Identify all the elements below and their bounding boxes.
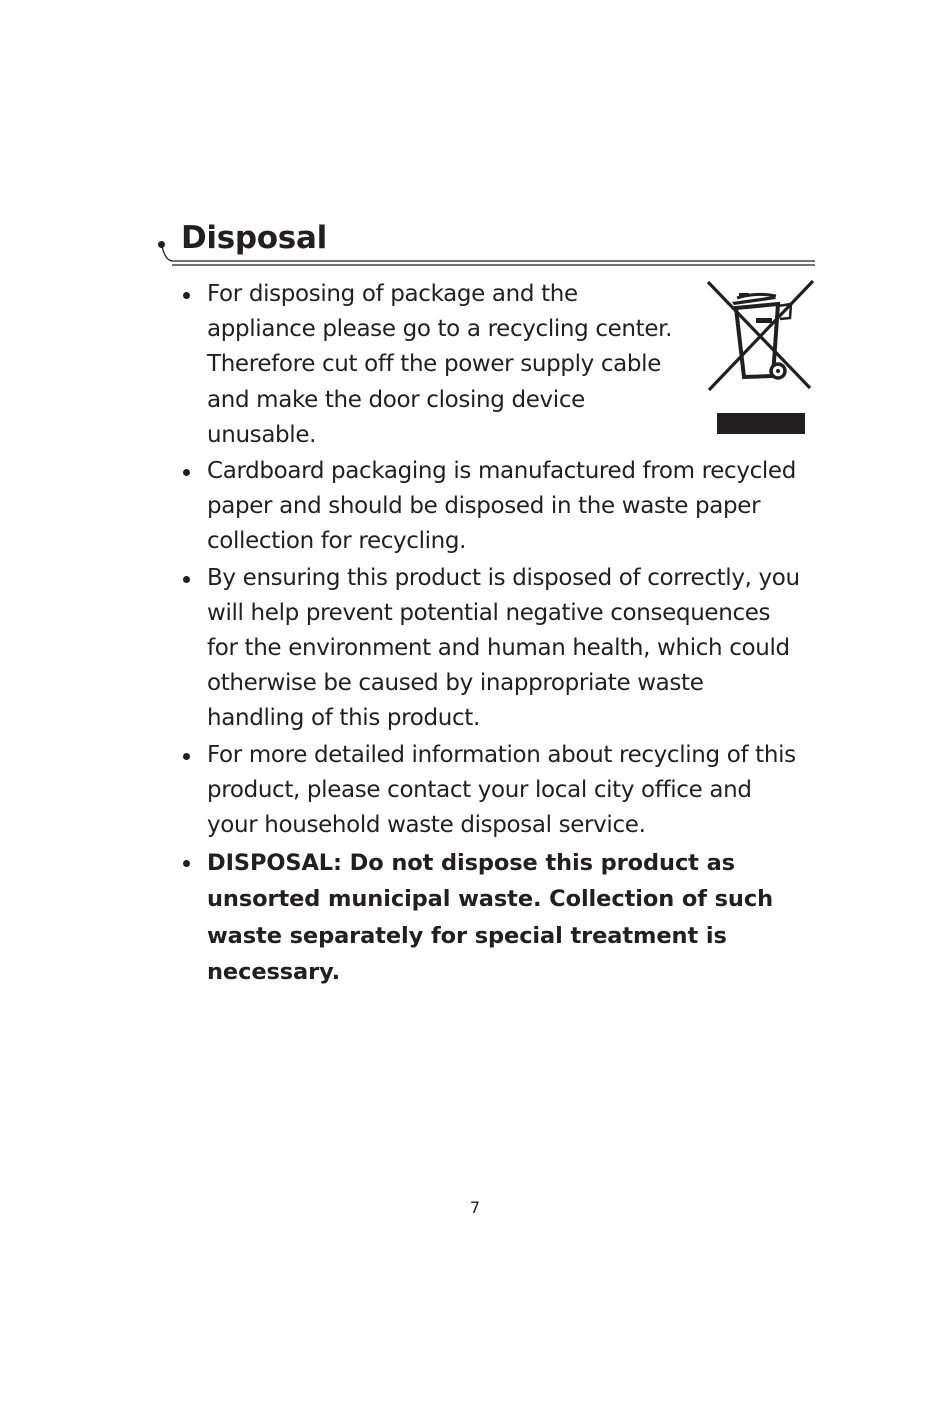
warning-list-item bbox=[183, 845, 833, 990]
warning-text: DISPOSAL: Do not dispose this product as unsorted municipal waste. Collection of such waste separately for special treatment is necessary. bbox=[207, 850, 773, 985]
disposal-list bbox=[183, 277, 833, 991]
list-item bbox=[183, 738, 833, 844]
page-title: Disposal bbox=[181, 220, 327, 256]
bullet-icon bbox=[183, 292, 190, 299]
list-item bbox=[183, 454, 833, 560]
list-item-text: By ensuring this product is disposed of correctly, you will help prevent potential negative consequences for the environment and human health, which could otherwise be caused by inappropriate waste handling of this product. bbox=[207, 564, 800, 732]
bullet-icon bbox=[183, 753, 190, 760]
list-item-text: For disposing of package and the appliance please go to a recycling center. Therefore cut off the power supply cable and make the door closing device unusable. bbox=[207, 281, 673, 448]
list-item bbox=[183, 561, 833, 737]
heading-bullet-icon bbox=[158, 241, 165, 248]
list-item-text: For more detailed information about recycling of this product, please contact your local city office and your household waste disposal service. bbox=[207, 741, 796, 839]
bullet-icon bbox=[183, 860, 190, 867]
section-heading bbox=[156, 214, 816, 270]
bullet-icon bbox=[183, 576, 190, 583]
bullet-icon bbox=[183, 469, 190, 476]
page-number: 7 bbox=[469, 1198, 481, 1217]
list-item bbox=[183, 277, 833, 453]
list-item-text: Cardboard packaging is manufactured from recycled paper and should be disposed in the waste paper collection for recycling. bbox=[207, 458, 796, 555]
